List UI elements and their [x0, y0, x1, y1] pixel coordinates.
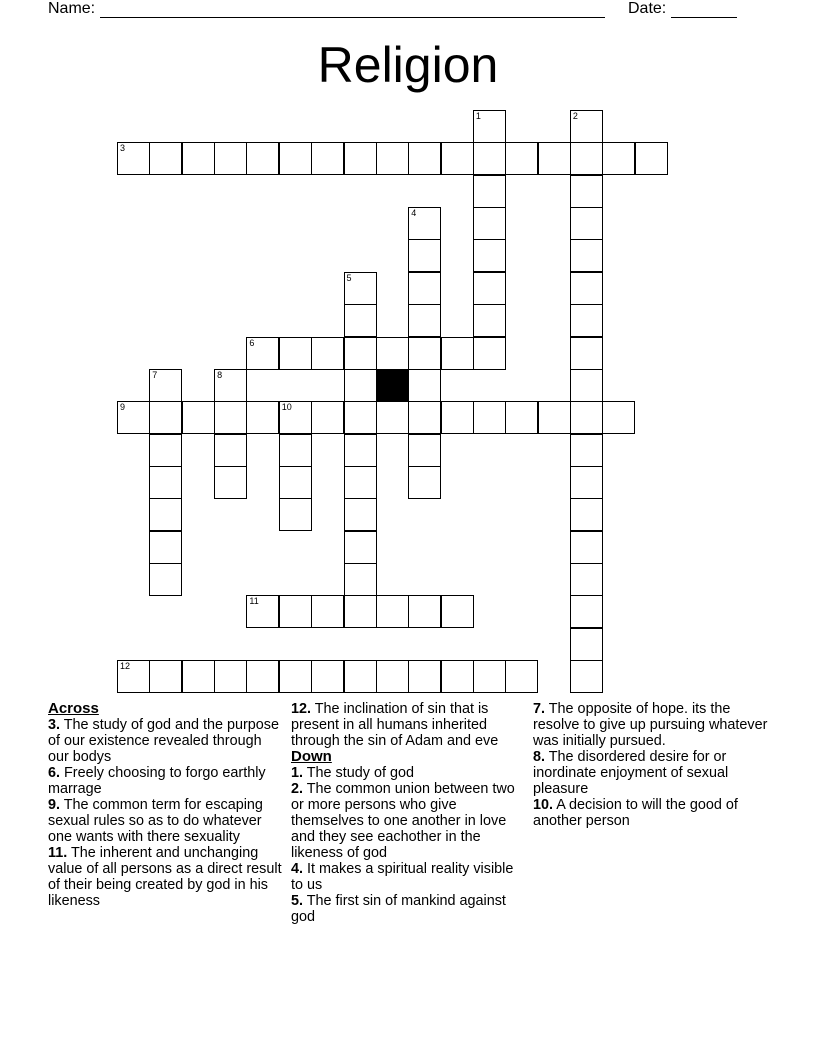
grid-cell[interactable] [473, 239, 506, 272]
grid-cell[interactable] [473, 337, 506, 370]
grid-cell[interactable] [182, 660, 215, 693]
grid-cell[interactable] [344, 498, 377, 531]
grid-cell[interactable] [117, 401, 150, 434]
clue-number: 8 [217, 369, 223, 380]
grid-cell[interactable] [376, 142, 409, 175]
grid-cell[interactable] [279, 337, 312, 370]
grid-cell[interactable] [344, 531, 377, 564]
grid-cell[interactable] [149, 369, 182, 402]
clue-across-11: 11. The inherent and unchanging value of all persons as a direct result of their being created by god in his likeness [48, 845, 282, 909]
grid-cell[interactable] [441, 595, 474, 628]
grid-cell[interactable] [344, 401, 377, 434]
name-label: Name: [48, 0, 96, 17]
grid-cell[interactable] [602, 142, 635, 175]
grid-cell[interactable] [570, 401, 603, 434]
grid-cell[interactable] [376, 595, 409, 628]
grid-cell[interactable] [408, 239, 441, 272]
grid-cell[interactable] [570, 660, 603, 693]
grid-cell[interactable] [570, 628, 603, 661]
grid-cell[interactable] [376, 337, 409, 370]
grid-cell[interactable] [246, 142, 279, 175]
grid-cell[interactable] [408, 272, 441, 305]
clue-number: 10 [281, 402, 292, 413]
grid-cell[interactable] [279, 466, 312, 499]
clue-number: 5 [346, 272, 352, 283]
clue-across-12: 12. The inclination of sin that is present in all humans inherited through the sin of Adam and eve [291, 701, 499, 749]
grid-cell[interactable] [570, 563, 603, 596]
grid-cell[interactable] [473, 401, 506, 434]
grid-cell[interactable] [570, 175, 603, 208]
clue-number: 7 [152, 369, 158, 380]
clue-number: 9 [120, 402, 126, 413]
grid-cell[interactable] [570, 272, 603, 305]
grid-cell[interactable] [279, 142, 312, 175]
grid-cell[interactable] [214, 466, 247, 499]
grid-cell[interactable] [473, 142, 506, 175]
grid-cell[interactable] [311, 142, 344, 175]
grid-cell[interactable] [344, 434, 377, 467]
date-label: Date: [628, 0, 667, 17]
grid-cell[interactable] [473, 207, 506, 240]
grid-cell[interactable] [117, 142, 150, 175]
clue-number: 3 [120, 143, 126, 154]
grid-cell[interactable] [311, 595, 344, 628]
grid-cell[interactable] [441, 337, 474, 370]
grid-cell[interactable] [408, 434, 441, 467]
grid-cell[interactable] [279, 660, 312, 693]
grid-cell[interactable] [214, 369, 247, 402]
grid-cell[interactable] [279, 401, 312, 434]
grid-cell[interactable] [344, 563, 377, 596]
grid-cell[interactable] [570, 142, 603, 175]
clue-number: 4 [411, 208, 417, 219]
grid-cell[interactable] [279, 498, 312, 531]
grid-cell[interactable] [570, 466, 603, 499]
grid-cell[interactable] [408, 660, 441, 693]
grid-cell[interactable] [441, 142, 474, 175]
grid-cell[interactable] [505, 660, 538, 693]
clue-down-8: 8. The disordered desire for or inordinate enjoyment of sexual pleasure [533, 749, 729, 797]
clue-down-2: 2. The common union between two or more persons who give themselves to one another in love and they see eachother in the likeness of god [291, 781, 515, 861]
grid-cell[interactable] [570, 531, 603, 564]
grid-cell[interactable] [473, 272, 506, 305]
grid-cell[interactable] [408, 142, 441, 175]
clue-number: 2 [572, 111, 578, 121]
grid-cell[interactable] [473, 660, 506, 693]
grid-cell[interactable] [441, 401, 474, 434]
grid-cell[interactable] [149, 142, 182, 175]
grid-cell[interactable] [408, 369, 441, 402]
grid-cell[interactable] [344, 466, 377, 499]
grid-cell[interactable] [473, 175, 506, 208]
grid-cell[interactable] [344, 304, 377, 337]
grid-cell[interactable] [149, 531, 182, 564]
grid-cell[interactable] [149, 563, 182, 596]
grid-cell[interactable] [344, 369, 377, 402]
grid-cell[interactable] [149, 466, 182, 499]
clue-down-4: 4. It makes a spiritual reality visible to us [291, 861, 514, 893]
grid-cell[interactable] [570, 239, 603, 272]
clue-number: 12 [120, 661, 131, 671]
grid-cell[interactable] [149, 660, 182, 693]
grid-cell[interactable] [344, 337, 377, 370]
grid-cell[interactable] [570, 304, 603, 337]
grid-cell[interactable] [214, 142, 247, 175]
down-heading: Down [291, 748, 332, 765]
grid-cell[interactable] [344, 142, 377, 175]
grid-cell[interactable] [505, 401, 538, 434]
grid-cell[interactable] [376, 660, 409, 693]
grid-cell[interactable] [570, 434, 603, 467]
grid-cell[interactable] [473, 304, 506, 337]
grid-cell[interactable] [311, 401, 344, 434]
grid-cell[interactable] [570, 595, 603, 628]
clues-column-2 [291, 701, 527, 925]
clue-down-5: 5. The first sin of mankind against god [291, 893, 506, 925]
grid-cell[interactable] [570, 337, 603, 370]
grid-cell[interactable] [635, 142, 668, 175]
grid-cell[interactable] [376, 401, 409, 434]
grid-cell[interactable] [344, 595, 377, 628]
grid-cell[interactable] [408, 304, 441, 337]
grid-cell[interactable] [408, 207, 441, 240]
grid-cell[interactable] [182, 142, 215, 175]
grid-cell[interactable] [408, 595, 441, 628]
clue-number: 6 [249, 337, 255, 348]
grid-cell[interactable] [279, 434, 312, 467]
grid-cell[interactable] [344, 660, 377, 693]
grid-cell[interactable] [538, 401, 571, 434]
clue-down-1: 1. The study of god [291, 765, 414, 781]
grid-cell[interactable] [149, 401, 182, 434]
grid-cell[interactable] [602, 401, 635, 434]
clues-column-1 [48, 701, 283, 909]
grid-cell[interactable] [246, 401, 279, 434]
clue-down-10: 10. A decision to will the good of another person [533, 797, 738, 829]
grid-cell[interactable] [246, 595, 279, 628]
grid-cell[interactable] [279, 595, 312, 628]
clue-across-9: 9. The common term for escaping sexual rules so as to do whatever one wants with there sexuality [48, 797, 263, 845]
grid-cell[interactable] [570, 207, 603, 240]
grid-cell[interactable] [149, 498, 182, 531]
grid-cell[interactable] [408, 401, 441, 434]
across-heading: Across [48, 700, 99, 717]
clue-across-6: 6. Freely choosing to forgo earthly marrage [48, 765, 266, 797]
grid-cell[interactable] [441, 660, 474, 693]
grid-cell[interactable] [149, 434, 182, 467]
clues-column-3 [533, 701, 773, 829]
grid-cell[interactable] [214, 660, 247, 693]
grid-cell[interactable] [182, 401, 215, 434]
black-cell [376, 369, 409, 402]
grid-cell[interactable] [344, 272, 377, 305]
grid-cell[interactable] [246, 337, 279, 370]
clue-number: 1 [475, 111, 481, 121]
grid-cell[interactable] [570, 498, 603, 531]
grid-cell[interactable] [246, 660, 279, 693]
grid-cell[interactable] [538, 142, 571, 175]
grid-cell[interactable] [408, 466, 441, 499]
clue-down-7: 7. The opposite of hope. its the resolve to give up pursuing whatever was initially pursued. [533, 701, 768, 749]
grid-cell[interactable] [473, 110, 506, 143]
clue-number: 11 [249, 596, 259, 607]
grid-cell[interactable] [311, 660, 344, 693]
grid-cell[interactable] [117, 660, 150, 693]
clue-across-3: 3. The study of god and the purpose of our existence revealed through our bodys [48, 717, 279, 765]
grid-cell[interactable] [311, 337, 344, 370]
grid-cell[interactable] [408, 337, 441, 370]
puzzle-title: Religion [317, 37, 499, 93]
grid-cell[interactable] [214, 401, 247, 434]
grid-cell[interactable] [570, 369, 603, 402]
grid-cell[interactable] [214, 434, 247, 467]
grid-cell[interactable] [570, 110, 603, 143]
grid-cell[interactable] [505, 142, 538, 175]
